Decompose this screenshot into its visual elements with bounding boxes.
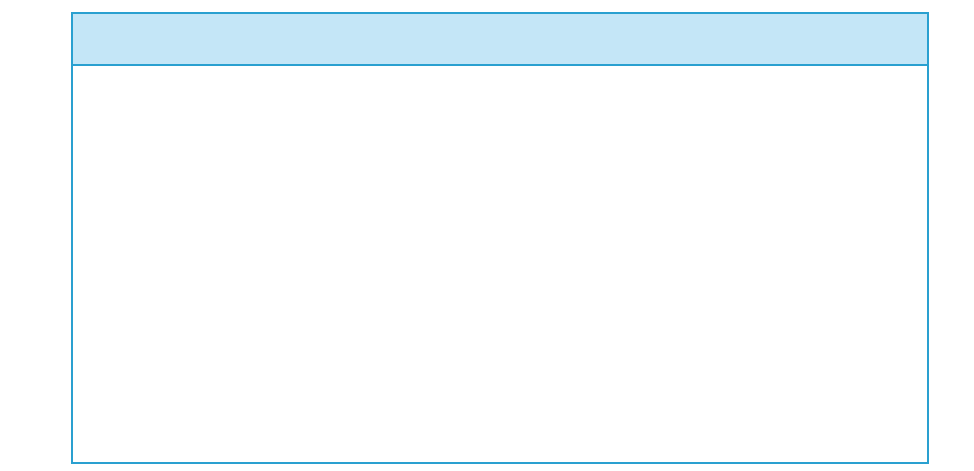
product-spec-table xyxy=(71,12,929,464)
header-band xyxy=(73,14,927,64)
header-separator xyxy=(73,64,927,66)
